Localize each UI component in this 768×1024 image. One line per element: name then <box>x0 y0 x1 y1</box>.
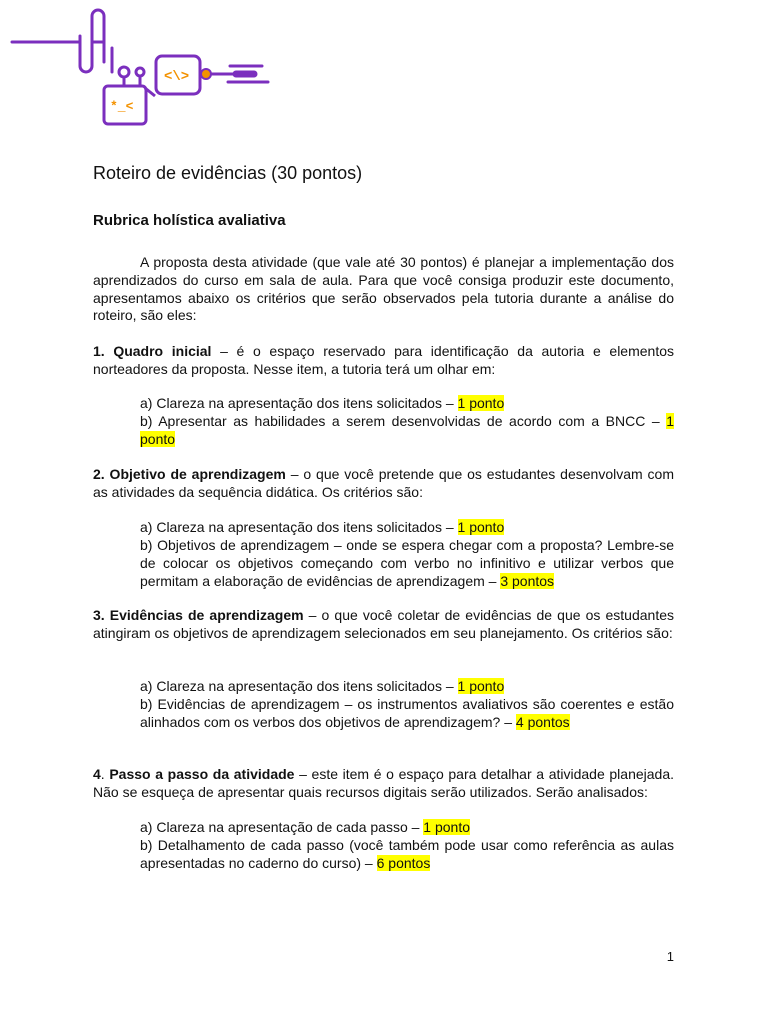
course-logo <box>0 0 290 135</box>
section-1-heading: 1. Quadro inicial <box>93 343 212 359</box>
points-badge: 1 ponto <box>423 819 471 835</box>
points-badge: 3 pontos <box>500 572 555 589</box>
section-2-heading: 2. Objetivo de aprendizagem <box>93 466 286 482</box>
logo-face-icon: *_< <box>110 99 134 114</box>
section-3-heading: 3. Evidências de aprendizagem <box>93 607 304 623</box>
section-4-item-b: b) Detalhamento de cada passo (você também pode usar como referência as aulas apresentadas no caderno do curso) – 6 pontos <box>140 837 674 871</box>
section-4-heading: Passo a passo da atividade <box>109 766 295 782</box>
section-4-item-a: a) Clareza na apresentação de cada passo – 1 ponto <box>140 819 471 835</box>
points-badge: 1 ponto <box>140 413 674 447</box>
intro-paragraph: A proposta desta atividade (que vale até 30 pontos) é planejar a implementação dos aprendizados do curso em sala de aula. Para que você consiga produzir este documento, apresentamos abaixo os critérios que serão observados pela tutoria durante a análise do roteiro, são eles: <box>93 254 674 324</box>
document-title: Roteiro de evidências (30 pontos) <box>93 163 363 183</box>
section-3-item-b: b) Evidências de aprendizagem – os instrumentos avaliativos são coerentes e estão alinhados com os verbos dos objetivos de aprendizagem? – 4 pontos <box>140 696 674 730</box>
section-4-paragraph: 4. Passo a passo da atividade – este item é o espaço para detalhar a atividade planejada. Não se esqueça de apresentar quais recursos digitais serão utilizados. Serão analisados: <box>93 766 674 800</box>
page-number: 1 <box>666 949 674 964</box>
section-2-item-a: a) Clareza na apresentação dos itens solicitados – 1 ponto <box>140 519 505 535</box>
section-1-text: – é o espaço reservado para identificação da autoria e elementos norteadores da proposta. Nesse item, a tutoria terá um olhar em: <box>93 343 674 377</box>
document-subtitle: Rubrica holística avaliativa <box>93 212 286 229</box>
section-2-text: – o que você pretende que os estudantes desenvolvam com as atividades da sequência didática. Os critérios são: <box>93 466 674 500</box>
logo-code-icon: <\> <box>164 69 190 85</box>
section-2-paragraph <box>93 466 674 502</box>
points-badge: 1 ponto <box>457 395 505 411</box>
section-4-text: – este item é o espaço para detalhar a atividade planejada. Não se esqueça de apresentar quais recursos digitais serão utilizados. Serão analisados: <box>93 766 674 800</box>
section-3-text: – o que você coletar de evidências de que os estudantes atingiram os objetivos de aprendizagem selecionados em seu planejamento. Os critérios são: <box>93 607 674 641</box>
section-3-paragraph <box>93 607 674 643</box>
points-badge: 1 ponto <box>457 678 505 694</box>
points-badge: 6 pontos <box>376 854 431 871</box>
section-1-item-b: b) Apresentar as habilidades a serem desenvolvidas de acordo com a BNCC – 1 ponto <box>140 413 674 447</box>
section-2-item-b: b) Objetivos de aprendizagem – onde se espera chegar com a proposta? Lembre-se de colocar os objetivos começando com verbo no infinitivo e utilizar verbos que permitam a elaboração de evidências de aprendizagem – 3 pontos <box>140 537 674 589</box>
section-3-item-a: a) Clareza na apresentação dos itens solicitados – 1 ponto <box>140 678 505 694</box>
section-1-item-a: a) Clareza na apresentação dos itens solicitados – 1 ponto <box>140 395 505 411</box>
points-badge: 1 ponto <box>457 519 505 535</box>
section-1-paragraph <box>93 343 674 379</box>
points-badge: 4 pontos <box>515 713 570 730</box>
section-4-number: 4 <box>93 766 101 782</box>
